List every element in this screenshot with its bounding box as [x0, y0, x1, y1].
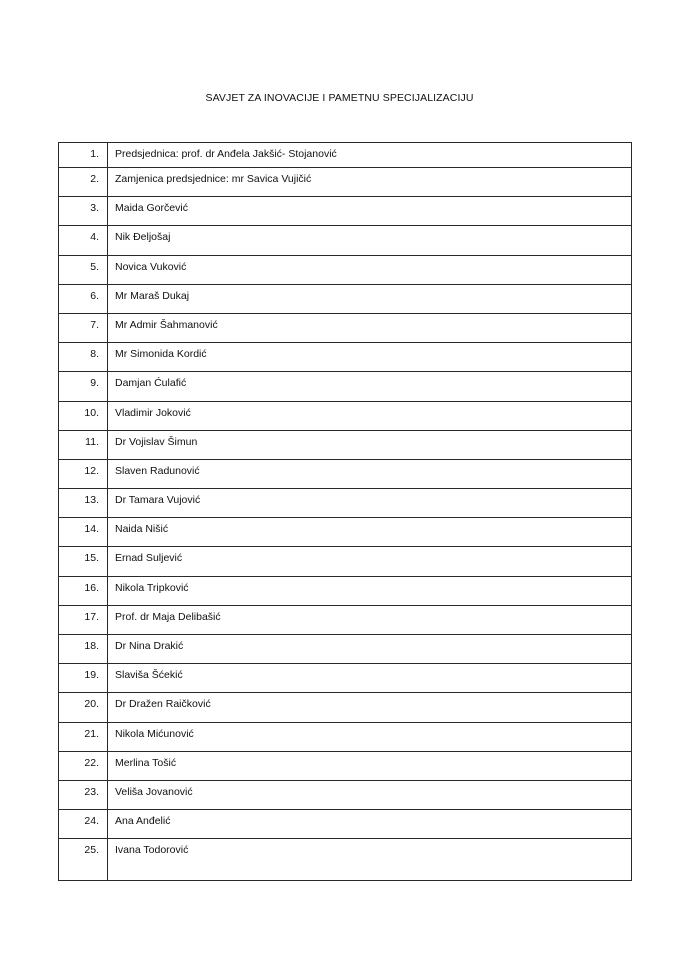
members-table — [58, 142, 632, 881]
member-number: 23. — [59, 780, 108, 809]
member-name: Novica Vuković — [108, 255, 632, 284]
member-number: 9. — [59, 372, 108, 401]
member-row — [59, 430, 632, 459]
member-name: Mr Admir Šahmanović — [108, 313, 632, 342]
member-row — [59, 722, 632, 751]
member-row — [59, 635, 632, 664]
member-row — [59, 143, 632, 168]
member-row — [59, 576, 632, 605]
member-name: Predsjednica: prof. dr Anđela Jakšić- Stojanović — [108, 143, 632, 168]
member-number: 4. — [59, 226, 108, 255]
member-number: 3. — [59, 197, 108, 226]
member-row — [59, 547, 632, 576]
member-number: 2. — [59, 168, 108, 197]
member-number: 11. — [59, 430, 108, 459]
member-row — [59, 401, 632, 430]
member-name: Nik Đeljošaj — [108, 226, 632, 255]
member-name: Dr Tamara Vujović — [108, 489, 632, 518]
member-row — [59, 664, 632, 693]
member-name: Vladimir Joković — [108, 401, 632, 430]
member-row — [59, 780, 632, 809]
member-number: 18. — [59, 635, 108, 664]
member-number: 21. — [59, 722, 108, 751]
member-row — [59, 518, 632, 547]
member-name: Ernad Suljević — [108, 547, 632, 576]
member-name: Ivana Todorović — [108, 839, 632, 881]
member-number: 15. — [59, 547, 108, 576]
member-row — [59, 168, 632, 197]
member-row — [59, 605, 632, 634]
member-name: Nikola Tripković — [108, 576, 632, 605]
member-name: Prof. dr Maja Delibašić — [108, 605, 632, 634]
member-name: Mr Simonida Kordić — [108, 343, 632, 372]
member-row — [59, 839, 632, 881]
member-number: 6. — [59, 284, 108, 313]
member-name: Veliša Jovanović — [108, 780, 632, 809]
member-name: Slaviša Šćekić — [108, 664, 632, 693]
members-table-body — [59, 143, 632, 881]
member-number: 8. — [59, 343, 108, 372]
member-name: Nikola Mićunović — [108, 722, 632, 751]
member-row — [59, 459, 632, 488]
member-number: 16. — [59, 576, 108, 605]
member-row — [59, 255, 632, 284]
member-number: 22. — [59, 751, 108, 780]
member-number: 14. — [59, 518, 108, 547]
member-row — [59, 810, 632, 839]
member-number: 1. — [59, 143, 108, 168]
member-name: Dr Nina Drakić — [108, 635, 632, 664]
member-name: Ana Anđelić — [108, 810, 632, 839]
member-number: 25. — [59, 839, 108, 881]
member-row — [59, 197, 632, 226]
member-name: Damjan Ćulafić — [108, 372, 632, 401]
member-number: 20. — [59, 693, 108, 722]
member-number: 10. — [59, 401, 108, 430]
member-name: Maida Gorčević — [108, 197, 632, 226]
member-number: 24. — [59, 810, 108, 839]
member-name: Zamjenica predsjednice: mr Savica Vujičić — [108, 168, 632, 197]
member-row — [59, 343, 632, 372]
member-name: Dr Dražen Raičković — [108, 693, 632, 722]
member-number: 7. — [59, 313, 108, 342]
member-name: Slaven Radunović — [108, 459, 632, 488]
member-row — [59, 313, 632, 342]
member-number: 19. — [59, 664, 108, 693]
member-row — [59, 372, 632, 401]
member-row — [59, 284, 632, 313]
member-number: 13. — [59, 489, 108, 518]
member-row — [59, 226, 632, 255]
member-name: Merlina Tošić — [108, 751, 632, 780]
member-number: 12. — [59, 459, 108, 488]
member-row — [59, 489, 632, 518]
member-name: Naida Nišić — [108, 518, 632, 547]
document-title: SAVJET ZA INOVACIJE I PAMETNU SPECIJALIZACIJU — [205, 92, 474, 104]
member-number: 5. — [59, 255, 108, 284]
member-name: Dr Vojislav Šimun — [108, 430, 632, 459]
member-name: Mr Maraš Dukaj — [108, 284, 632, 313]
member-number: 17. — [59, 605, 108, 634]
member-row — [59, 693, 632, 722]
member-row — [59, 751, 632, 780]
